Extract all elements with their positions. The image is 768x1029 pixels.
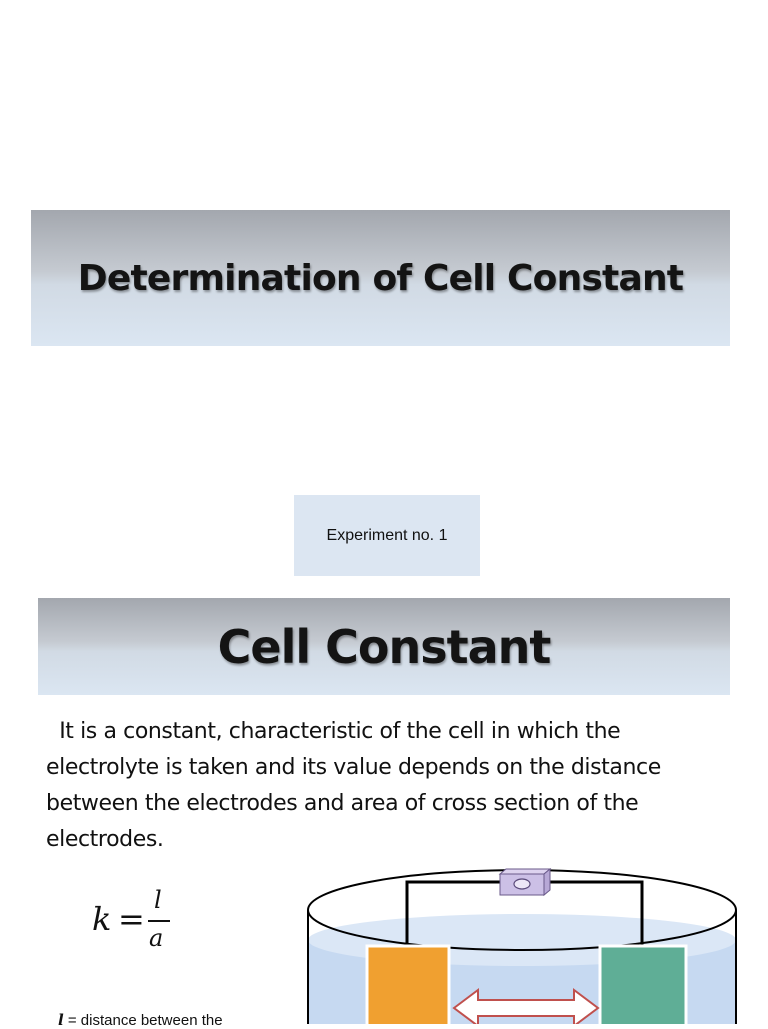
section-banner bbox=[38, 598, 730, 695]
definition-text: It is a constant, characteristic of the cell in which the electrolyte is taken and its value depends on the distance between the electrodes and area of cross section of the electrodes. bbox=[46, 719, 661, 852]
conductivity-cell-diagram bbox=[300, 860, 744, 1024]
title-banner bbox=[31, 210, 730, 346]
formula-numerator: l bbox=[154, 886, 162, 914]
experiment-label-box bbox=[294, 495, 480, 576]
electrode-right bbox=[600, 946, 686, 1024]
slide-title: Determination of Cell Constant bbox=[77, 257, 684, 299]
meter-icon bbox=[500, 869, 550, 895]
cell-constant-formula bbox=[92, 880, 212, 960]
note-variable: l bbox=[58, 1011, 64, 1029]
section-title: Cell Constant bbox=[217, 619, 551, 674]
formula-denominator: a bbox=[149, 924, 164, 952]
definition-paragraph bbox=[46, 714, 716, 858]
variable-note bbox=[58, 1011, 223, 1029]
fraction-bar bbox=[148, 920, 170, 922]
formula-lhs: k bbox=[92, 900, 112, 938]
note-text: = distance between the bbox=[63, 1012, 223, 1029]
electrode-left bbox=[367, 946, 449, 1024]
experiment-label: Experiment no. 1 bbox=[326, 526, 448, 544]
formula-equals: = bbox=[118, 900, 145, 938]
